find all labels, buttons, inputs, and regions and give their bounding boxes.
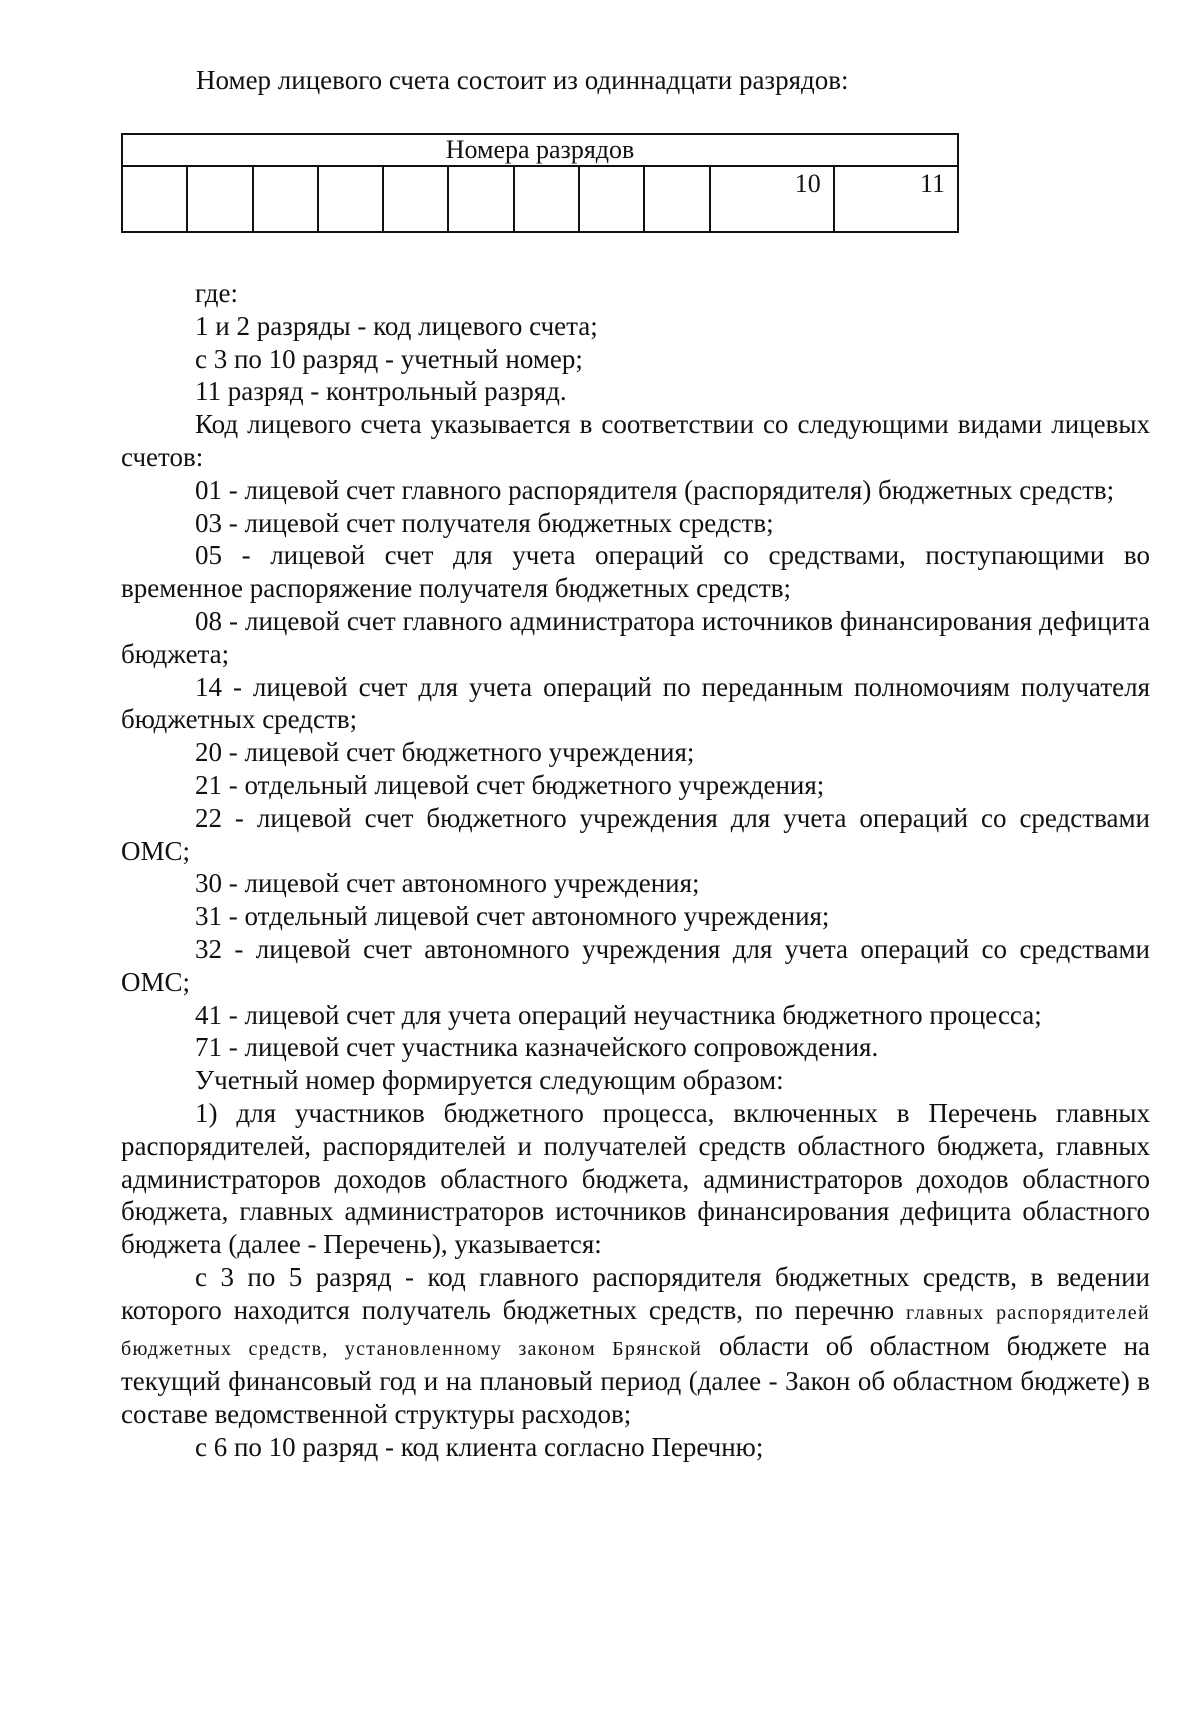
paragraph: 41 - лицевой счет для учета операций неучастника бюджетного процесса; [195, 999, 1042, 1030]
digit-cell-4 [318, 166, 383, 232]
paragraph: 31 - отдельный лицевой счет автономного учреждения; [195, 901, 830, 932]
document-body [121, 277, 1150, 1464]
paragraph-long [121, 1261, 1150, 1431]
paragraph: 30 - лицевой счет автономного учреждения; [195, 868, 700, 899]
paragraph: 21 - отдельный лицевой счет бюджетного учреждения; [195, 769, 825, 800]
paragraph: 03 - лицевой счет получателя бюджетных средств; [195, 507, 774, 538]
paragraph: Код лицевого счета указывается в соответствии со следующими видами лицевых счетов: [121, 409, 1150, 472]
digit-cell-3 [253, 166, 318, 232]
paragraph: 71 - лицевой счет участника казначейского сопровождения. [195, 1032, 879, 1063]
paragraph: 01 - лицевой счет главного распорядителя (распорядителя) бюджетных средств; [195, 474, 1115, 505]
paragraph: 14 - лицевой счет для учета операций по переданным полномочиям получателя бюджетных средств; [121, 671, 1150, 735]
digit-cell-9 [644, 166, 709, 232]
paragraph-long-part2: главных распорядителей бюджетных средств, установленному законом Брянской [121, 1301, 1150, 1360]
paragraph: с 6 по 10 разряд - код клиента согласно Перечню; [195, 1431, 764, 1462]
paragraph: 11 разряд - контрольный разряд. [195, 376, 567, 407]
digit-cell-10: 10 [710, 166, 834, 232]
intro-line: Номер лицевого счета состоит из одиннадцати разрядов: [196, 65, 849, 95]
paragraph: 05 - лицевой счет для учета операций со средствами, поступающими во временное распоряжение получателя бюджетных средств; [121, 540, 1150, 604]
digit-positions-table [121, 133, 959, 233]
paragraph: где: [195, 278, 238, 308]
digit-cell-2 [187, 166, 252, 232]
paragraph: 08 - лицевой счет главного администратора источников финансирования дефицита бюджета; [121, 605, 1150, 669]
paragraph-long-part3: области об областном бюджете на текущий финансовый год и на плановый период (далее - Закон об областном бюджете) в составе ведомственной структуры расходов; [121, 1330, 1151, 1430]
paragraph: 32 - лицевой счет автономного учреждения для учета операций со средствами ОМС; [121, 933, 1150, 997]
paragraph: 20 - лицевой счет бюджетного учреждения; [195, 737, 695, 768]
paragraph: 1 и 2 разряды - код лицевого счета; [195, 310, 598, 341]
paragraph: 22 - лицевой счет бюджетного учреждения для учета операций со средствами ОМС; [121, 802, 1150, 866]
paragraph: 1) для участников бюджетного процесса, включенных в Перечень главных распорядителей, распорядителей и получателей средств областного бюджета, главных администраторов доходов областного бюджета, администраторов доходов областного бюджета, главных администраторов источников финансирования дефицита областного бюджета (далее - Перечень), указывается: [121, 1097, 1150, 1260]
digit-cell-7 [514, 166, 579, 232]
paragraph: Учетный номер формируется следующим образом: [195, 1065, 784, 1096]
table-header: Номера разрядов [122, 134, 958, 166]
digit-cell-6 [448, 166, 513, 232]
digit-cell-1 [122, 166, 187, 232]
digit-cell-5 [383, 166, 448, 232]
digit-cell-11: 11 [834, 166, 958, 232]
paragraph-long-part1: с 3 по 5 разряд - код главного распорядителя бюджетных средств, в ведении которого находится получатель бюджетных средств, по перечню [121, 1261, 1150, 1325]
digit-cell-8 [579, 166, 644, 232]
paragraph: с 3 по 10 разряд - учетный номер; [195, 343, 583, 374]
